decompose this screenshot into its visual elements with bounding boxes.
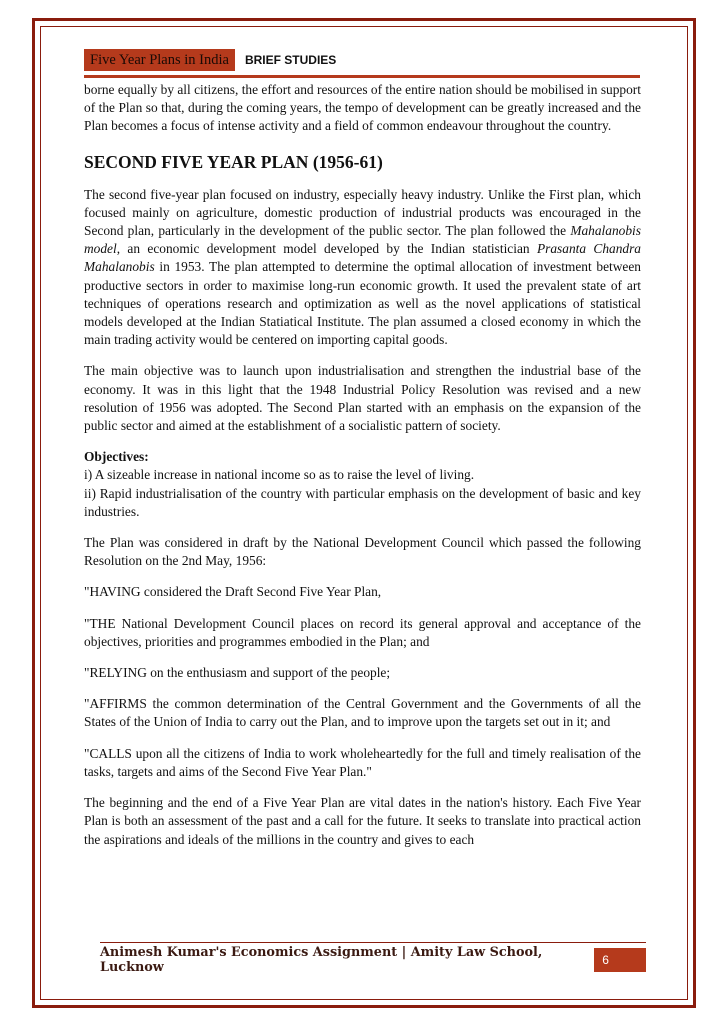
para1-italic-name: Prasanta Chandra Mahalanobis <box>84 241 642 275</box>
footer-rule <box>100 942 646 943</box>
quote-relying: "RELYING on the enthusiasm and support of the people; <box>84 665 391 681</box>
header-title-tab: Five Year Plans in India <box>84 49 235 71</box>
page-number: 6 <box>594 948 646 972</box>
page-header <box>84 49 640 71</box>
header-subtitle: BRIEF STUDIES <box>244 53 337 67</box>
paragraph-resolution: The Plan was considered in draft by the National Development Council which passed the following Resolution on the 2nd May, 1956: <box>84 535 641 569</box>
page-content <box>84 81 641 862</box>
quote-having: "HAVING considered the Draft Second Five Year Plan, <box>84 584 382 600</box>
quote-council: "THE National Development Council places on record its general approval and acceptance of the objectives, priorities and programmes embodied in the Plan; and <box>84 615 641 649</box>
footer-text: Animesh Kumar's Economics Assignment | Amity Law School, Lucknow <box>100 945 543 975</box>
para1-text-1: The second five-year plan focused on industry, especially heavy industry. Unlike the First plan, which focused mainly on agriculture, domestic production of industrial products was encouraged in the Second plan, particularly in the development of the public sector. The plan followed the <box>84 186 641 239</box>
para1-text-2: , an economic development model developed by the Indian statistician <box>116 241 537 257</box>
objective-item: ii) Rapid industrialisation of the country with particular emphasis on the development of basic and key industries. <box>84 485 641 519</box>
paragraph-objective: The main objective was to launch upon industrialisation and strengthen the industrial base of the economy. It was in this light that the 1948 Industrial Policy Resolution was revised and a new resolution of 1956 was adopted. The Second Plan started with an emphasis on the expansion of the public sector and aimed at the establishment of a socialistic pattern of society. <box>84 363 641 434</box>
para1-text-3: in 1953. The plan attempted to determine the optimal allocation of investment between productive sectors in order to maximise long-run economic growth. It used the prevalent state of art techniques of operations research and optimization as well as the novel applications of statistical models developed at the Indian Statiatical Institute. The plan assumed a closed economy in which the main trading activity would be centered on importing capital goods. <box>84 259 641 348</box>
header-rule <box>84 75 640 78</box>
objectives-block <box>84 448 641 521</box>
intro-paragraph: borne equally by all citizens, the effort and resources of the entire nation should be mobilised in support of the Plan so that, during the coming years, the tempo of development can be greatly increased and the Plan becomes a focus of intense activity and a field of common endeavour throughout the country. <box>84 82 641 134</box>
page-footer <box>100 945 646 975</box>
paragraph-closing: The beginning and the end of a Five Year Plan are vital dates in the nation's history. Each Five Year Plan is both an assessment of the past and a call for the future. It seeks to translate into practical action the aspirations and ideals of the millions in the country and gives to each <box>84 795 641 847</box>
quote-affirms: "AFFIRMS the common determination of the Central Government and the Governments of all the States of the Union of India to carry out the Plan, and to improve upon the targets set out in it; and <box>84 696 641 730</box>
para1-italic-model: Mahalanobis model <box>84 223 641 257</box>
objective-item: i) A sizeable increase in national income so as to raise the level of living. <box>84 467 475 483</box>
objectives-heading: Objectives: <box>84 449 149 465</box>
section-heading: SECOND FIVE YEAR PLAN (1956-61) <box>84 151 383 172</box>
paragraph-mahalanobis <box>84 186 641 350</box>
quote-calls: "CALLS upon all the citizens of India to work wholeheartedly for the full and timely realisation of the tasks, targets and aims of the Second Five Year Plan." <box>84 745 641 779</box>
